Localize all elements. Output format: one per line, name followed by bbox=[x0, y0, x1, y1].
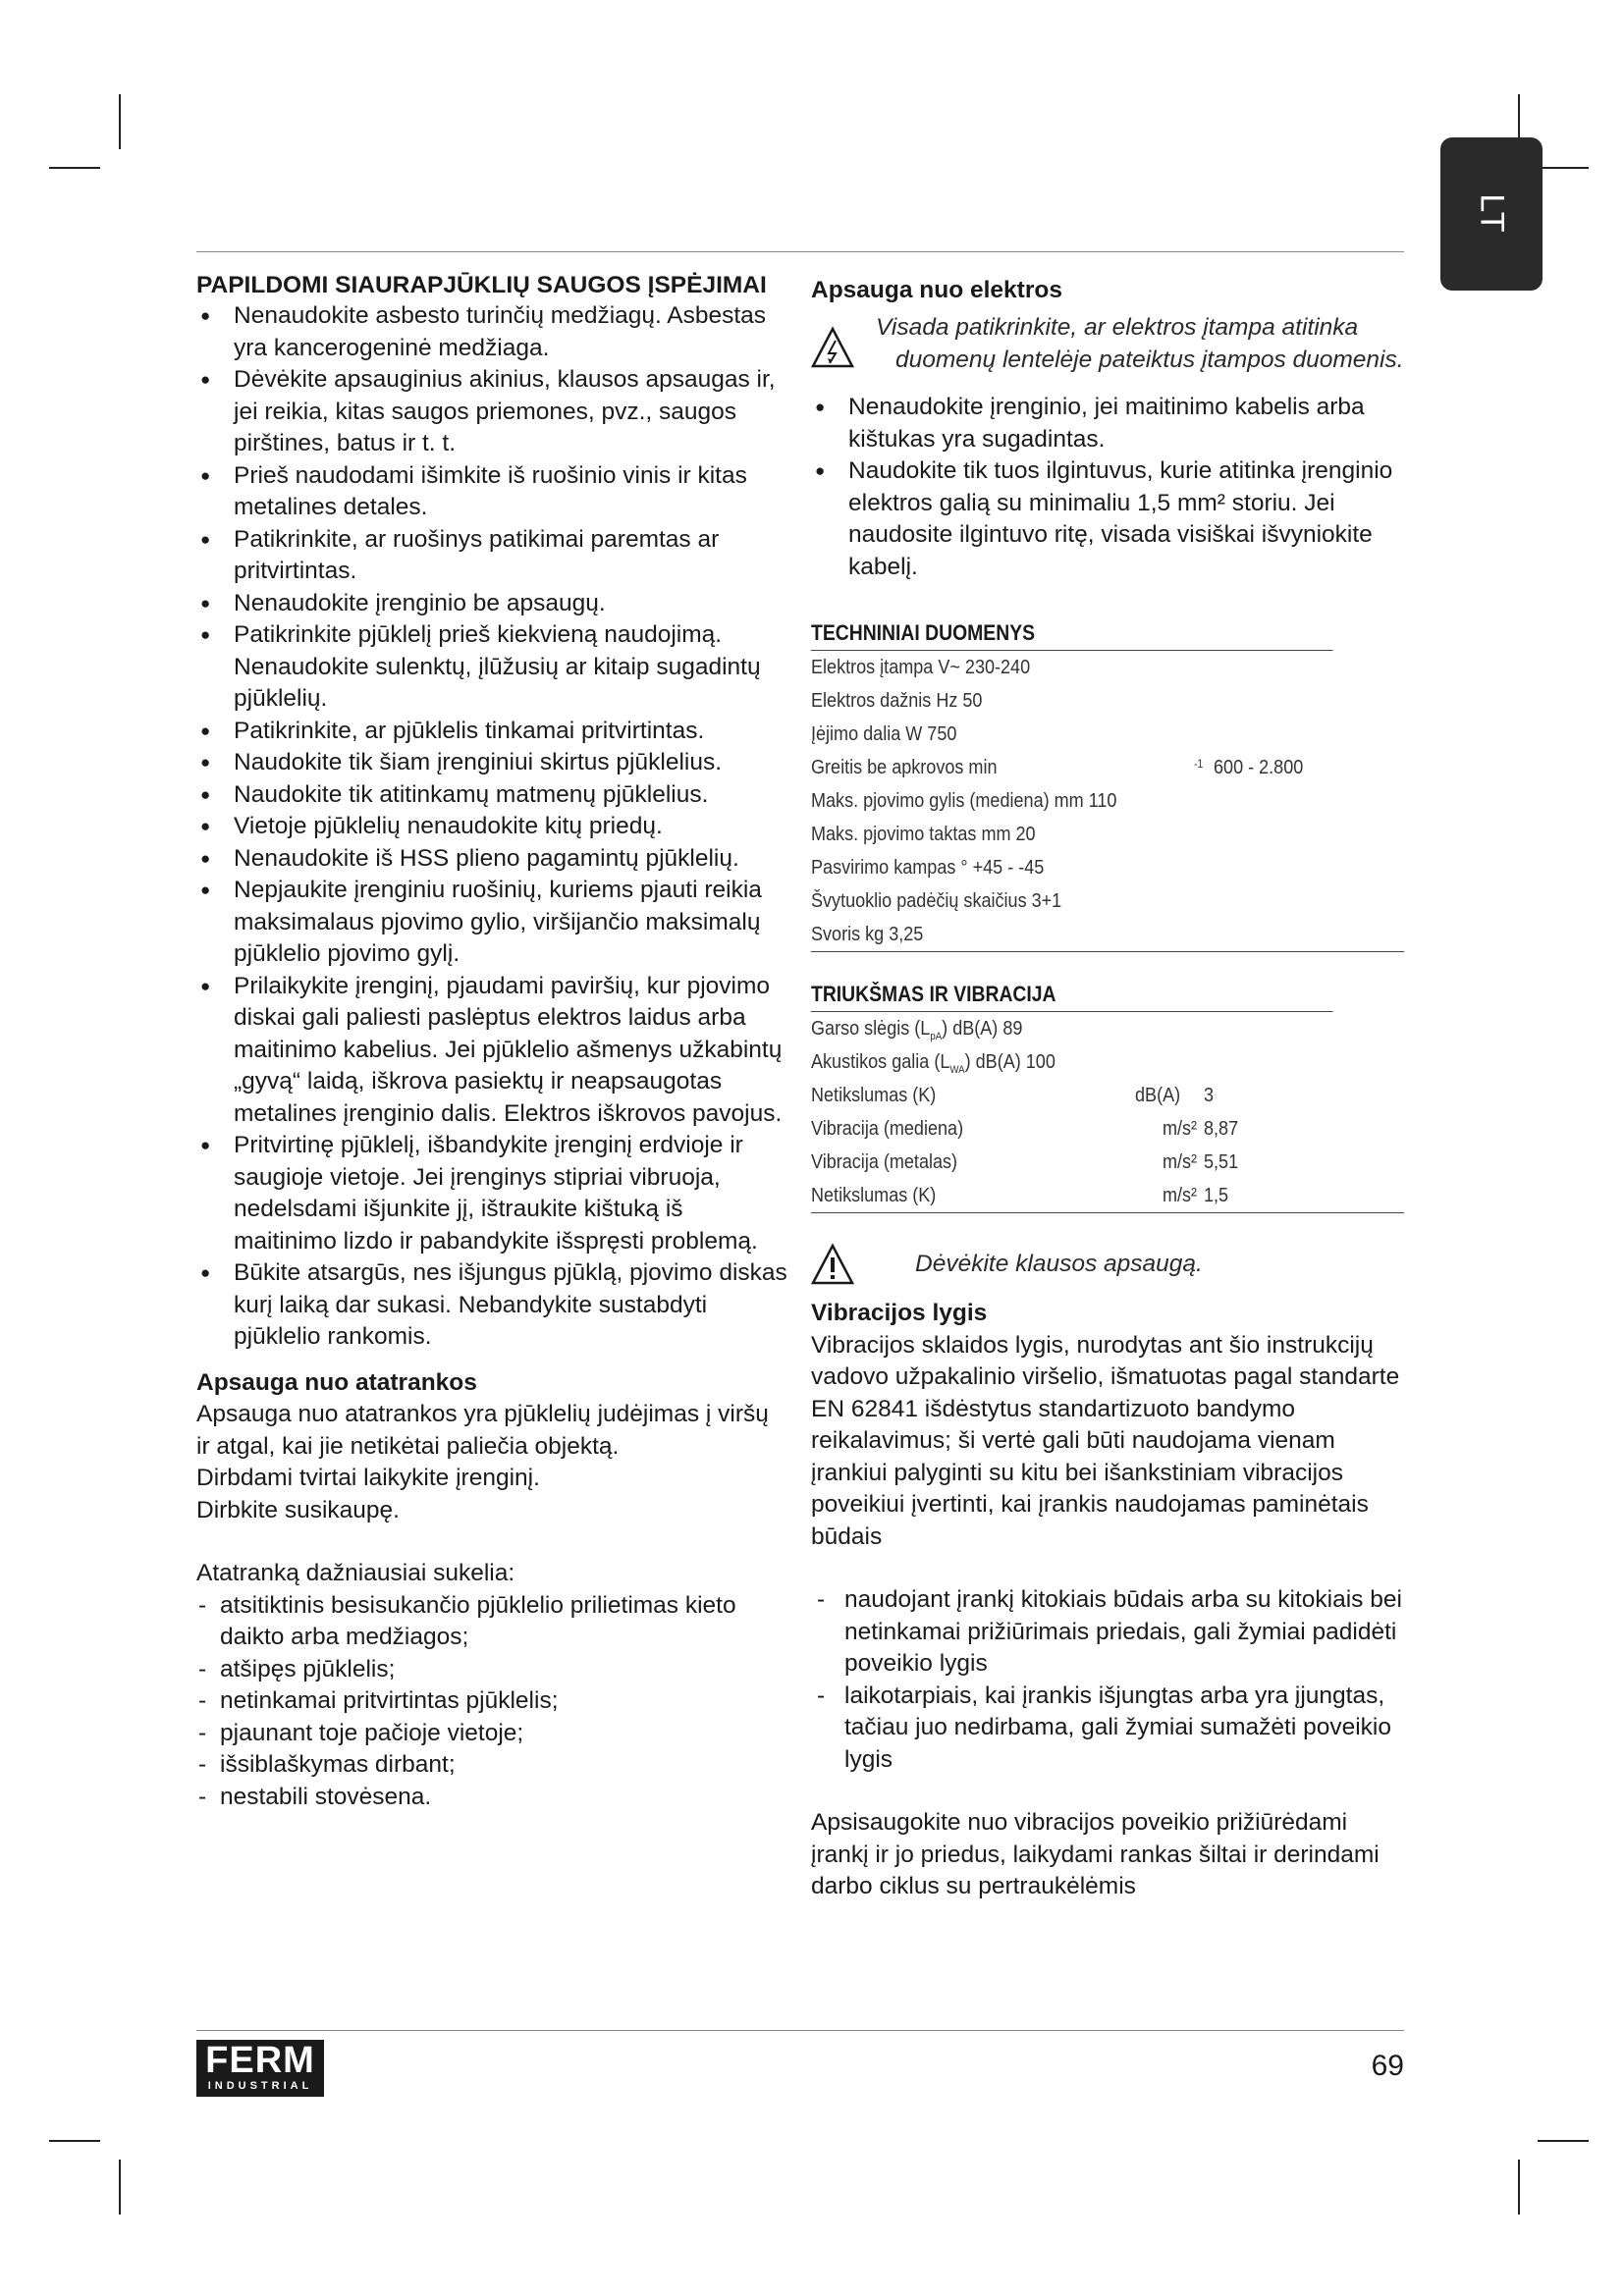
list-item: - netinkamai pritvirtintas pjūklelis; bbox=[196, 1685, 787, 1718]
warning-icon bbox=[811, 1243, 854, 1286]
spec-label: Netikslumas (K) bbox=[811, 1184, 937, 1206]
spec-unit: dB(A) bbox=[1135, 1084, 1181, 1106]
list-item: - naudojant įrankį kitokiais būdais arba su kitokiais bei netinkamai prižiūrimais priedais, gali žymiai padidėti poveikio lygis bbox=[815, 1584, 1404, 1681]
spec-value: 3 bbox=[1204, 1084, 1215, 1106]
electric-bullet-list bbox=[811, 392, 1404, 583]
spec-cell: Švytuoklio padėčių skaičius 3+1 bbox=[811, 889, 1062, 912]
spec-label: Vibracija (metalas) bbox=[811, 1150, 958, 1173]
table-row bbox=[811, 884, 1404, 918]
kickback-paragraph: Dirbdami tvirtai laikykite įrenginį. bbox=[196, 1465, 540, 1491]
kickback-paragraph: Apsauga nuo atatrankos yra pjūklelių judėjimas į viršų ir atgal, kai jie netikėtai paliečia objektą. bbox=[196, 1401, 769, 1460]
kickback-paragraph: Dirbkite susikaupę. bbox=[196, 1496, 400, 1523]
safety-bullet-list bbox=[196, 300, 787, 1354]
electric-warning-icon bbox=[811, 326, 854, 369]
list-item: ● Nenaudokite asbesto turinčių medžiagų. Asbestas yra kancerogeninė medžiaga. bbox=[196, 300, 787, 364]
list-item: ● Patikrinkite, ar pjūklelis tinkamai pritvirtintas. bbox=[196, 716, 787, 748]
electric-warning-text: Visada patikrinkite, ar elektros įtampa atitinka duomenų lentelėje pateiktus įtampos duomenis. bbox=[876, 314, 1404, 373]
vibration-list bbox=[811, 1584, 1404, 1776]
causes-intro: Atatranką dažniausiai sukelia: bbox=[196, 1560, 515, 1586]
language-tab bbox=[1440, 137, 1543, 291]
table-row bbox=[811, 651, 1404, 684]
crop-mark bbox=[1518, 2160, 1520, 2215]
spec-superscript: -1 bbox=[1194, 757, 1204, 771]
tech-data-table bbox=[811, 651, 1404, 952]
causes-list bbox=[196, 1590, 787, 1814]
list-item: - atšipęs pjūklelis; bbox=[196, 1654, 787, 1686]
electric-heading: Apsauga nuo elektros bbox=[811, 277, 1062, 303]
spec-label-rest: ) dB(A) 89 bbox=[942, 1017, 1023, 1040]
spec-value: 5,51 bbox=[1204, 1150, 1239, 1173]
table-row bbox=[811, 1045, 1404, 1079]
list-item: ● Prieš naudodami išimkite iš ruošinio vinis ir kitas metalines detales. bbox=[196, 460, 787, 524]
list-item: ● Nepjaukite įrenginiu ruošinių, kuriems pjauti reikia maksimalaus pjovimo gylio, viršijančio maksimalų pjūklelio pjovimo gylį. bbox=[196, 875, 787, 971]
spec-unit: m/s² bbox=[1163, 1150, 1198, 1173]
spec-cell: Elektros įtampa V~ 230-240 bbox=[811, 656, 1031, 678]
bottom-rule bbox=[196, 2030, 1404, 2031]
spec-unit: m/s² bbox=[1163, 1184, 1198, 1206]
table-row bbox=[811, 918, 1404, 951]
spec-cell: Greitis be apkrovos min bbox=[811, 756, 998, 778]
list-item: ● Patikrinkite pjūklelį prieš kiekvieną naudojimą. Nenaudokite sulenktų, įlūžusių ar kitaip sugadintų pjūklelių. bbox=[196, 619, 787, 716]
spec-cell: Maks. pjovimo gylis (mediena) mm 110 bbox=[811, 789, 1117, 812]
spec-cell: Elektros dažnis Hz 50 bbox=[811, 689, 983, 712]
hearing-warning-text: Dėvėkite klausos apsaugą. bbox=[915, 1250, 1203, 1277]
page-number: 69 bbox=[1371, 2050, 1404, 2082]
list-item: ● Prilaikykite įrenginį, pjaudami paviršių, kur pjovimo diskai gali paliesti paslėptus elektros laidus arba maitinimo kabelius. Jei pjūklelio ašmenys užkabintų „gyvą“ laidą, iškrova pasiektų ir neapsaugotas metalines įrenginio dalis. Elektros iškrovos pavojus. bbox=[196, 971, 787, 1131]
list-item: ● Nenaudokite įrenginio, jei maitinimo kabelis arba kištukas yra sugadintas. bbox=[811, 392, 1404, 455]
spec-subscript: WA bbox=[949, 1064, 965, 1077]
list-item: - išsiblaškymas dirbant; bbox=[196, 1749, 787, 1782]
logo-main: FERM bbox=[205, 2040, 315, 2081]
crop-mark bbox=[49, 167, 100, 169]
list-item: ● Nenaudokite iš HSS plieno pagamintų pjūklelių. bbox=[196, 843, 787, 876]
crop-mark bbox=[1538, 2140, 1589, 2142]
spec-label: Vibracija (mediena) bbox=[811, 1117, 964, 1140]
top-rule bbox=[196, 251, 1404, 252]
spec-cell: Pasvirimo kampas ° +45 - -45 bbox=[811, 856, 1045, 879]
crop-mark bbox=[49, 2140, 100, 2142]
table-row bbox=[811, 1146, 1404, 1179]
vibration-paragraph: Vibracijos sklaidos lygis, nurodytas ant šio instrukcijų vadovo užpakalinio viršelio, išmatuotas pagal standarte EN 62841 išdėstytus standartizuoto bandymo reikalavimus; ši vertė gali būti naudojama vienam įrankiui palyginti su kitu bei išankstiniam vibracijos poveikiui įvertinti, kai įrankis naudojamas paminėtais būdais bbox=[811, 1331, 1400, 1550]
electric-warning bbox=[811, 312, 1404, 376]
spec-unit: m/s² bbox=[1163, 1117, 1198, 1140]
list-item: ● Nenaudokite įrenginio be apsaugų. bbox=[196, 588, 787, 620]
noise-table bbox=[811, 1012, 1404, 1213]
table-row bbox=[811, 1112, 1404, 1146]
table-row bbox=[811, 718, 1404, 751]
ferm-logo bbox=[196, 2040, 324, 2097]
spec-label: Garso slėgis (L bbox=[811, 1017, 931, 1040]
list-item: ● Būkite atsargūs, nes išjungus pjūklą, pjovimo diskas kurį laiką dar sukasi. Nebandykite sustabdyti pjūklelio rankomis. bbox=[196, 1257, 787, 1354]
spec-label: Akustikos galia (L bbox=[811, 1050, 950, 1073]
spec-value: 600 - 2.800 bbox=[1214, 756, 1304, 778]
list-item: ● Dėvėkite apsauginius akinius, klausos apsaugas ir, jei reikia, kitas saugos priemones, pvz., saugos pirštines, batus ir t. t. bbox=[196, 364, 787, 460]
spec-label-rest: ) dB(A) 100 bbox=[964, 1050, 1056, 1073]
table-row bbox=[811, 751, 1404, 784]
list-item: - pjaunant toje pačioje vietoje; bbox=[196, 1718, 787, 1750]
right-column bbox=[811, 271, 1404, 1903]
logo-sub: INDUSTRIAL bbox=[207, 2080, 313, 2092]
list-item: ● Vietoje pjūklelių nenaudokite kitų priedų. bbox=[196, 811, 787, 843]
spec-subscript: pA bbox=[930, 1031, 943, 1043]
spec-value: 8,87 bbox=[1204, 1117, 1239, 1140]
spec-cell: Maks. pjovimo taktas mm 20 bbox=[811, 823, 1036, 845]
table-row bbox=[811, 818, 1404, 851]
table-row bbox=[811, 851, 1404, 884]
tech-data-title: TECHNINIAI DUOMENYS bbox=[811, 620, 1333, 651]
table-row bbox=[811, 684, 1404, 718]
spec-cell: Svoris kg 3,25 bbox=[811, 923, 924, 945]
list-item: ● Naudokite tik šiam įrenginiui skirtus pjūklelius. bbox=[196, 747, 787, 779]
table-row bbox=[811, 1079, 1404, 1112]
crop-mark bbox=[119, 2160, 121, 2215]
spec-label: Netikslumas (K) bbox=[811, 1084, 937, 1106]
list-item: - laikotarpiais, kai įrankis išjungtas arba yra įjungtas, tačiau juo nedirbama, gali žymiai sumažėti poveikio lygis bbox=[815, 1681, 1404, 1777]
list-item: ● Naudokite tik tuos ilgintuvus, kurie atitinka įrenginio elektros galią su minimaliu 1,5 mm² storiu. Jei naudosite ilgintuvo ritę, visada visiškai išvyniokite kabelį. bbox=[811, 455, 1404, 583]
hearing-warning bbox=[811, 1243, 1404, 1286]
protection-paragraph: Apsisaugokite nuo vibracijos poveikio prižiūrėdami įrankį ir jo priedus, laikydami rankas šiltai ir derindami darbo ciklus su pertraukėlėmis bbox=[811, 1809, 1380, 1899]
safety-heading: PAPILDOMI SIAURAPJŪKLIŲ SAUGOS ĮSPĖJIMAI bbox=[196, 272, 767, 298]
kickback-heading: Apsauga nuo atatrankos bbox=[196, 1368, 477, 1396]
language-tab-label: LT bbox=[1473, 193, 1511, 235]
list-item: ● Patikrinkite, ar ruošinys patikimai paremtas ar pritvirtintas. bbox=[196, 524, 787, 588]
noise-title: TRIUKŠMAS IR VIBRACIJA bbox=[811, 982, 1333, 1012]
table-row bbox=[811, 1012, 1404, 1045]
list-item: ● Pritvirtinę pjūklelį, išbandykite įrenginį erdvioje ir saugioje vietoje. Jei įrenginys stipriai vibruoja, nedelsdami išjunkite jį, ištraukite kištuką iš maitinimo lizdo ir pabandykite išspręsti problemą. bbox=[196, 1130, 787, 1257]
table-row bbox=[811, 784, 1404, 818]
list-item: - nestabili stovėsena. bbox=[196, 1782, 787, 1814]
list-item: - atsitiktinis besisukančio pjūklelio prilietimas kieto daikto arba medžiagos; bbox=[196, 1590, 787, 1654]
table-row bbox=[811, 1179, 1404, 1212]
spec-value: 1,5 bbox=[1204, 1184, 1229, 1206]
list-item: ● Naudokite tik atitinkamų matmenų pjūklelius. bbox=[196, 779, 787, 812]
crop-mark bbox=[1538, 167, 1589, 169]
vibration-heading: Vibracijos lygis bbox=[811, 1300, 988, 1326]
spec-cell: Įėjimo dalia W 750 bbox=[811, 722, 957, 745]
crop-mark bbox=[119, 94, 121, 149]
left-column bbox=[196, 271, 787, 1813]
